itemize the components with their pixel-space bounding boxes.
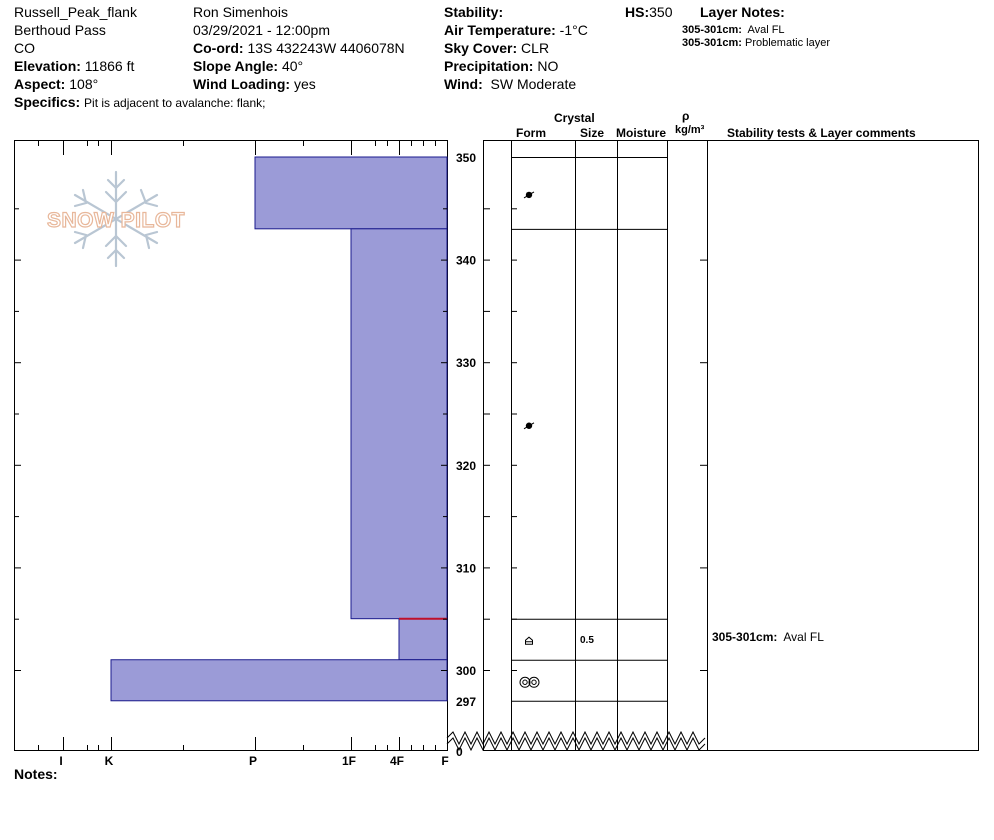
layer-notes-title: Layer Notes: [700, 4, 785, 20]
depth-label: 310 [456, 561, 477, 576]
wind-label: Wind: [444, 76, 483, 92]
state-name: CO [14, 40, 35, 56]
wind-loading-value: yes [293, 76, 316, 92]
aspect-label: Aspect: [14, 76, 66, 92]
rho-header: ρ [682, 109, 690, 123]
coord-label: Co-ord: [193, 40, 244, 56]
precip-label: Precipitation: [444, 58, 534, 74]
depth-label: 340 [456, 253, 477, 268]
stability-label: Stability: [444, 4, 504, 20]
density-header: kg/m³ [675, 124, 705, 136]
wind-loading-label: Wind Loading: [193, 76, 291, 92]
elevation-value: 11866 ft [84, 58, 135, 74]
aspect-value: 108° [69, 76, 99, 92]
hardness-label: 4F [389, 754, 405, 768]
rounding-faceted-icon [524, 192, 534, 198]
depth-hoar-icon [526, 637, 533, 644]
depth-label: 300 [456, 664, 477, 678]
hardness-label: 1F [341, 754, 357, 768]
observation-datetime: 03/29/2021 - 12:00pm [193, 22, 330, 38]
hardness-layer-bar [399, 619, 447, 660]
layer-note-range: 305-301cm: [682, 37, 742, 49]
area-name: Berthoud Pass [14, 22, 106, 38]
hardness-layer-bar [111, 660, 447, 701]
depth-label: 297 [456, 694, 477, 709]
comments-frame [708, 141, 979, 751]
depth-label: 0 [456, 745, 463, 759]
sky-value: CLR [521, 40, 550, 56]
logo-text: SNOW PILOT [47, 209, 185, 232]
layer-note-range: 305-301cm: [682, 24, 742, 36]
coord-value: 13S 432243W 4406078N [247, 40, 405, 56]
notes-label: Notes: [14, 766, 58, 782]
depth-label: 330 [456, 356, 477, 371]
hs-value: 350 [649, 4, 673, 20]
air-temp-label: Air Temperature: [444, 22, 556, 38]
stability-tests-header: Stability tests & Layer comments [727, 126, 916, 140]
hardness-layer-bar [255, 157, 447, 229]
form-header: Form [516, 126, 546, 140]
moisture-header: Moisture [616, 126, 667, 140]
size-header: Size [580, 126, 605, 140]
air-temp-value: -1°C [559, 22, 588, 38]
hardness-layer-bar [351, 229, 447, 619]
hardness-label: F [441, 754, 449, 768]
layer-note-text: Aval FL [747, 24, 785, 36]
specifics-label: Specifics: [14, 94, 81, 110]
depth-label: 350 [456, 151, 477, 165]
hardness-label: I [59, 754, 63, 768]
precip-value: NO [537, 58, 559, 74]
crystal-header: Crystal [554, 111, 595, 125]
stability-comment [712, 630, 824, 644]
slope-label: Slope Angle: [193, 58, 279, 74]
hardness-label: K [104, 754, 114, 768]
comment-range: 305-301cm: [712, 630, 778, 645]
observer-name: Ron Simenhois [193, 4, 288, 20]
wind-value: SW Moderate [490, 76, 577, 92]
specifics-value: Pit is adjacent to avalanche: flank; [84, 96, 266, 110]
comment-text: Aval FL [777, 630, 824, 645]
melt-forms-icon [520, 677, 539, 687]
elevation-label: Elevation: [14, 58, 81, 74]
depth-label: 320 [456, 458, 477, 473]
slope-value: 40° [281, 58, 304, 74]
location-name: Russell_Peak_flank [14, 4, 137, 20]
hs-label: HS: [625, 4, 650, 20]
crystal-table-frame [484, 141, 708, 751]
layer-note-text: Problematic layer [745, 37, 830, 49]
crystal-size: 0.5 [580, 635, 594, 647]
rounding-faceted-icon [524, 423, 534, 429]
sky-label: Sky Cover: [444, 40, 518, 56]
hardness-label: P [248, 754, 258, 768]
